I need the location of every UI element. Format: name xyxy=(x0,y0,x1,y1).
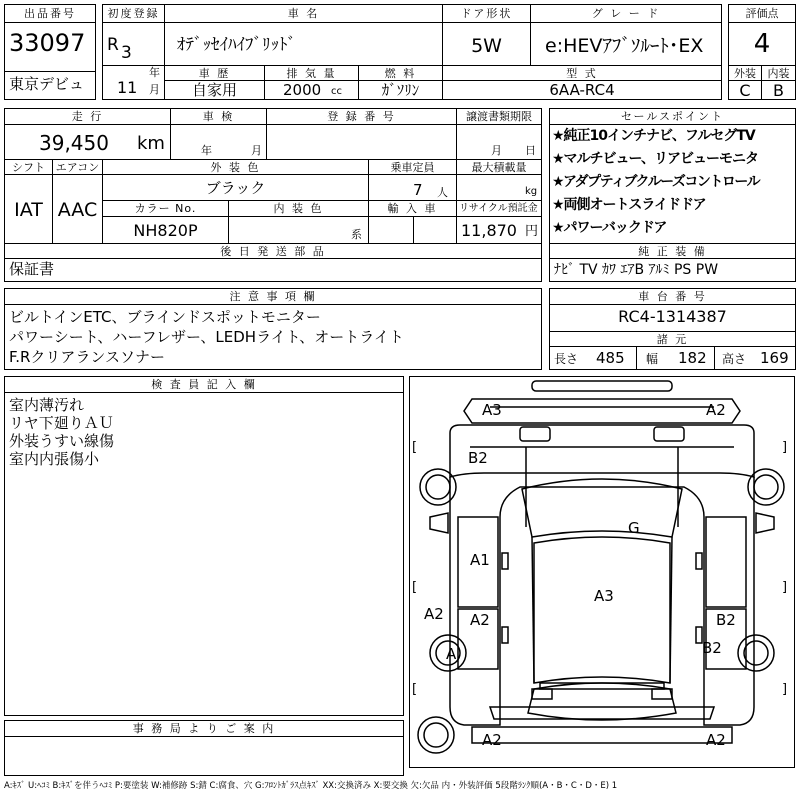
mileage-value: 39,450 xyxy=(39,131,109,155)
score-value: 4 xyxy=(753,29,771,59)
dims-label: 諸 元 xyxy=(550,331,795,347)
notes-line-2: パワーシート、ハーフレザー、LEDHライト、オートライト xyxy=(9,328,404,346)
inspector-line-4: 室内内張傷小 xyxy=(9,450,100,468)
venue: 東京デビュ xyxy=(5,71,95,99)
notes-line-3: F.Rクリアランスソナー xyxy=(9,348,165,366)
inspection-month-unit: 月 xyxy=(251,144,262,157)
recycle-label: リサイクル預託金 xyxy=(457,201,541,217)
mark-rear-left: A2 xyxy=(482,731,502,749)
inspection-year-unit: 年 xyxy=(201,144,212,157)
door-value: 5W xyxy=(443,23,531,65)
interior-value: B xyxy=(773,81,784,100)
car-name-label: 車 名 xyxy=(165,5,443,23)
length-value: 485 xyxy=(596,349,625,367)
fuel-label: 燃 料 xyxy=(359,65,443,81)
reg-no-label: 登 録 番 号 xyxy=(267,109,457,125)
mark-front-left: A3 xyxy=(482,401,502,419)
recycle-value: 11,870 xyxy=(461,221,517,240)
inspection-cell xyxy=(171,125,267,159)
int-color-cell xyxy=(229,217,369,243)
sales-points-box xyxy=(549,108,796,282)
specs-box xyxy=(4,108,542,282)
color-value: ブラック xyxy=(103,175,369,201)
mileage-unit: km xyxy=(137,133,165,154)
inspector-box xyxy=(4,376,404,716)
transfer-label: 譲渡書類期限 xyxy=(457,109,541,125)
history-value: 自家用 xyxy=(165,81,265,99)
mark-right-quarter: B2 xyxy=(702,639,722,657)
grade-value: e:HEVｱﾌﾞｿﾙｰﾄ･EX xyxy=(545,35,704,57)
equipment-label: 純 正 装 備 xyxy=(550,243,795,259)
office-box xyxy=(4,720,404,776)
mark-rear-right: A2 xyxy=(706,731,726,749)
mark-windshield: G xyxy=(628,519,640,537)
max-load-unit: kg xyxy=(525,186,538,197)
month: 11 xyxy=(117,78,138,97)
chassis-box xyxy=(549,288,796,370)
bracket-right-rear-close: ] xyxy=(782,682,788,697)
score-label: 評価点 xyxy=(729,5,795,23)
int-color-unit: 系 xyxy=(351,228,362,241)
later-parts-value: 保証書 xyxy=(9,260,55,278)
transfer-cell xyxy=(457,125,541,159)
capacity-value: 7 xyxy=(413,181,423,199)
header-main-box xyxy=(102,4,722,100)
bracket-left-front-open: [ xyxy=(412,440,418,455)
mark-left-rear-wheel: A xyxy=(446,645,457,663)
transfer-day-unit: 日 xyxy=(525,144,536,157)
mark-left-rear-door: A2 xyxy=(470,611,490,629)
sales-point-5: ★パワーバックドア xyxy=(552,220,667,236)
history-label: 車 歴 xyxy=(165,65,265,81)
fuel-value: ｶﾞｿﾘﾝ xyxy=(359,81,443,99)
shift-value: IAT xyxy=(5,175,53,243)
model-value: 6AA-RC4 xyxy=(549,81,615,99)
lot-number: 33097 xyxy=(9,29,86,57)
ac-label: エアコン xyxy=(53,159,103,175)
max-load-cell xyxy=(457,175,541,201)
door-label: ドア形状 xyxy=(443,5,531,23)
sales-points-label: セールスポイント xyxy=(550,109,795,125)
int-color-label: 内 装 色 xyxy=(229,201,369,217)
office-label: 事 務 局 よ り ご 案 内 xyxy=(5,721,403,737)
import-label: 輸 入 車 xyxy=(369,201,457,217)
first-reg-value xyxy=(103,23,165,79)
width-value: 182 xyxy=(678,349,707,367)
displacement-value: 2000 xyxy=(283,81,322,99)
height-label: 高さ xyxy=(722,352,747,366)
bracket-left-mid-open: [ xyxy=(412,580,418,595)
later-parts-label: 後 日 発 送 部 品 xyxy=(5,243,541,259)
ac-value: AAC xyxy=(53,175,103,243)
bracket-right-front-close: ] xyxy=(782,440,788,455)
grade-label: グ レ ー ド xyxy=(531,5,721,23)
bracket-right-mid-close: ] xyxy=(782,580,788,595)
mark-right-rear-door: B2 xyxy=(716,611,736,629)
first-reg-label: 初度登録 xyxy=(103,5,165,23)
mark-left-quarter: A2 xyxy=(424,605,444,623)
transfer-month-unit: 月 xyxy=(491,144,502,157)
shift-label: シフト xyxy=(5,159,53,175)
color-no-value: NH820P xyxy=(103,217,229,243)
sales-point-2: ★マルチビュー、リアビューモニタ xyxy=(552,151,758,167)
width-label: 幅 xyxy=(646,352,659,366)
exterior-label: 外装 xyxy=(729,65,762,81)
length-label: 長さ xyxy=(554,352,579,366)
mark-front-right: A2 xyxy=(706,401,726,419)
interior-label: 内装 xyxy=(762,65,795,81)
bracket-left-rear-open: [ xyxy=(412,682,418,697)
dims-cell xyxy=(550,347,795,369)
inspector-line-1: 室内薄汚れ xyxy=(9,396,85,414)
displacement-cell xyxy=(265,81,359,99)
car-name: ｵﾃﾞｯｾｲﾊｲﾌﾞﾘｯﾄﾞ xyxy=(165,23,443,65)
reg-no-cell xyxy=(267,125,457,159)
year-unit: 年 xyxy=(149,66,160,79)
mileage-label: 走 行 xyxy=(5,109,171,125)
year: 3 xyxy=(121,43,132,63)
displacement-label: 排 気 量 xyxy=(265,65,359,81)
capacity-cell xyxy=(369,175,457,201)
recycle-cell xyxy=(457,217,541,243)
sales-point-3: ★アダプティブクルーズコントロール xyxy=(552,174,760,190)
max-load-label: 最大積載量 xyxy=(457,159,541,175)
score-box xyxy=(728,4,796,100)
legend: A:ｷｽﾞ U:ﾍｺﾐ B:ｷｽﾞを伴うﾍｺﾐ P:要塗装 W:補修跡 S:錆 C:腐食、穴 G:ﾌﾛﾝﾄｶﾞﾗｽ点ｷｽﾞ XX:交換済み X:要交換 欠:欠品 内・外装評価 5段階ﾗﾝｸ順(A・B・C・D・E) 1 xyxy=(4,781,618,791)
lot-label: 出品番号 xyxy=(5,5,95,23)
recycle-unit: 円 xyxy=(525,224,539,239)
car-outline xyxy=(410,377,794,767)
color-no-label: カラー No. xyxy=(103,201,229,217)
inspection-label: 車 検 xyxy=(171,109,267,125)
month-cell xyxy=(103,65,165,99)
inspector-line-2: リヤ下廻りＡＵ xyxy=(9,414,114,432)
notes-label: 注 意 事 項 欄 xyxy=(5,289,541,305)
exterior-value: C xyxy=(729,81,762,99)
sales-point-1: ★純正10インチナビ、フルセグTV xyxy=(552,128,755,144)
import-cell xyxy=(369,217,457,243)
chassis-number: RC4-1314387 xyxy=(618,307,727,326)
chassis-label: 車 台 番 号 xyxy=(550,289,795,305)
capacity-label: 乗車定員 xyxy=(369,159,457,175)
inspector-line-3: 外装うすい線傷 xyxy=(9,432,115,450)
height-value: 169 xyxy=(760,349,789,367)
color-label: 外 装 色 xyxy=(103,159,369,175)
notes-box xyxy=(4,288,542,370)
month-unit: 月 xyxy=(149,83,160,96)
sales-point-4: ★両側オートスライドドア xyxy=(552,197,706,213)
notes-line-1: ビルトインETC、ブラインドスポットモニター xyxy=(9,308,321,326)
mileage-cell xyxy=(5,125,171,159)
mark-left-fender: B2 xyxy=(468,449,488,467)
header-lot-box xyxy=(4,4,96,100)
mark-roof: A3 xyxy=(594,587,614,605)
capacity-unit: 人 xyxy=(437,186,448,199)
era: R xyxy=(107,35,119,55)
model-label: 型 式 xyxy=(443,65,721,81)
mark-left-front-door: A1 xyxy=(470,551,490,569)
car-damage-diagram xyxy=(409,376,795,768)
inspector-label: 検 査 員 記 入 欄 xyxy=(5,377,403,393)
displacement-unit: cc xyxy=(331,86,342,97)
equipment-value: ﾅﾋﾞ TV ｶﾜ ｴｱB ｱﾙﾐ PS PW xyxy=(554,262,719,278)
